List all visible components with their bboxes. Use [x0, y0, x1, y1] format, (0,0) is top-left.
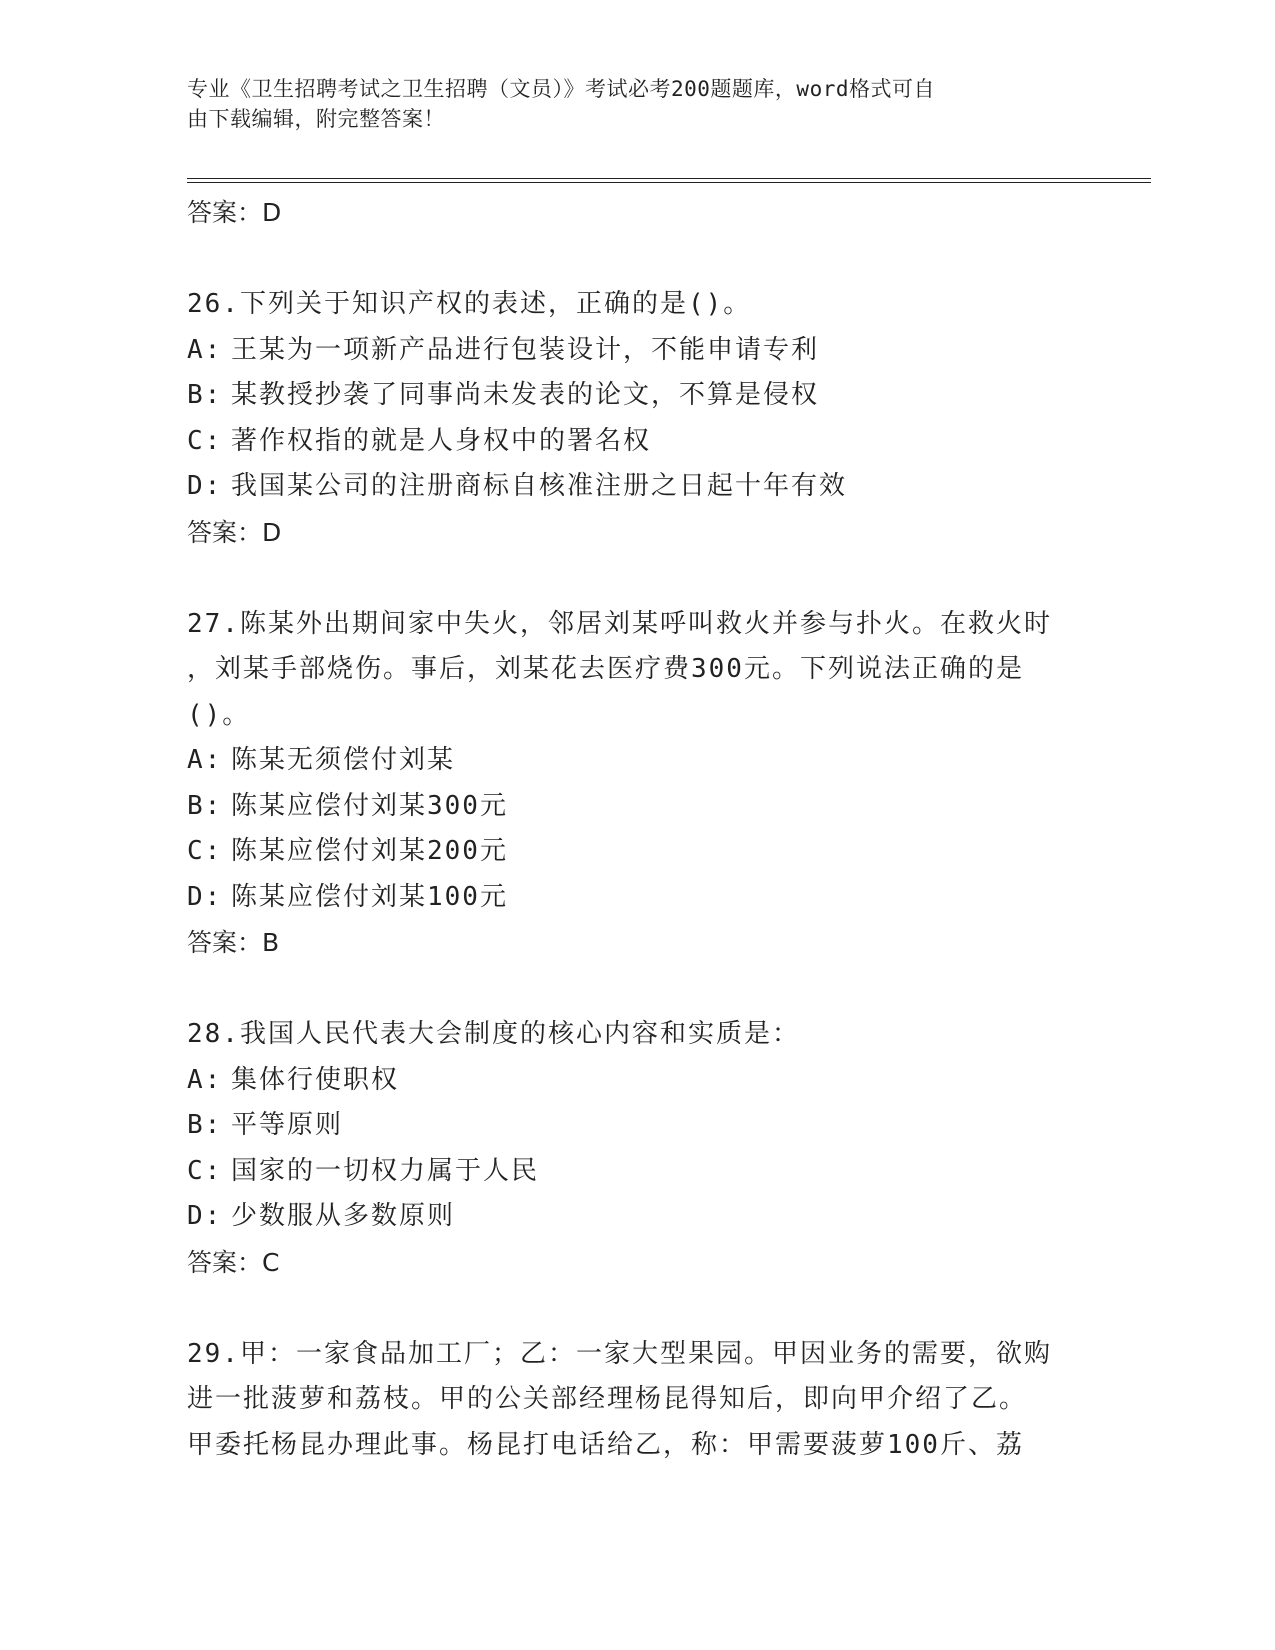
option-text: 集体行使职权	[231, 1064, 400, 1095]
option-letter: A:	[187, 334, 223, 365]
option-row	[187, 829, 1107, 875]
option-row	[187, 373, 1107, 419]
option-letter: D:	[187, 881, 223, 912]
header-line-1: 专业《卫生招聘考试之卫生招聘（文员）》考试必考200题题库，word格式可自	[187, 77, 935, 101]
option-text: 国家的一切权力属于人民	[231, 1155, 540, 1186]
option-letter: A:	[187, 745, 223, 775]
question-block	[187, 1012, 1107, 1286]
header-rule-top	[187, 178, 1151, 179]
option-letter: B:	[187, 1110, 223, 1140]
question-text-line: 甲委托杨昆办理此事。杨昆打电话给乙，称：甲需要菠萝100斤、荔	[187, 1429, 1024, 1460]
option-row	[187, 1058, 1107, 1104]
question-text-line: 26.下列关于知识产权的表述，正确的是()。	[187, 289, 752, 319]
document-body	[187, 190, 1107, 1468]
option-row	[187, 875, 1107, 921]
option-letter: C:	[187, 836, 223, 866]
question-text-line: ，刘某手部烧伤。事后，刘某花去医疗费300元。下列说法正确的是	[187, 654, 1024, 684]
header-rule-bottom	[187, 182, 1151, 183]
option-text: 陈某无须偿付刘某	[231, 745, 456, 775]
option-row	[187, 419, 1107, 465]
answer-line: 答案：D	[187, 198, 282, 227]
question-text-line: ()。	[187, 699, 251, 730]
option-row	[187, 1149, 1107, 1195]
answer-line: 答案：C	[187, 1247, 280, 1277]
option-letter: C:	[187, 1155, 223, 1186]
option-text: 某教授抄袭了同事尚未发表的论文，不算是侵权	[231, 380, 820, 410]
option-letter: A:	[187, 1064, 223, 1095]
option-text: 我国某公司的注册商标自核准注册之日起十年有效	[231, 471, 848, 501]
document-header	[187, 74, 1067, 134]
option-letter: B:	[187, 380, 223, 410]
question-text-line: 进一批菠萝和荔枝。甲的公关部经理杨昆得知后，即向甲介绍了乙。	[187, 1384, 1028, 1414]
option-row	[187, 738, 1107, 784]
question-block	[187, 1332, 1107, 1469]
option-text: 陈某应偿付刘某200元	[231, 836, 508, 866]
question-list	[187, 282, 1107, 1468]
option-letter: D:	[187, 1201, 223, 1231]
option-row	[187, 1194, 1107, 1240]
option-text: 王某为一项新产品进行包装设计，不能申请专利	[231, 334, 820, 365]
question-block	[187, 602, 1107, 967]
option-letter: D:	[187, 471, 223, 501]
option-text: 陈某应偿付刘某100元	[231, 881, 508, 912]
option-text: 平等原则	[231, 1110, 344, 1140]
option-text: 少数服从多数原则	[231, 1201, 456, 1231]
option-row	[187, 784, 1107, 830]
option-row	[187, 1103, 1107, 1149]
option-text: 著作权指的就是人身权中的署名权	[231, 425, 652, 456]
header-line-2: 由下载编辑，附完整答案！	[187, 107, 445, 131]
option-row	[187, 328, 1107, 374]
option-row	[187, 464, 1107, 510]
option-letter: B:	[187, 790, 223, 821]
question-text-line: 27.陈某外出期间家中失火，邻居刘某呼叫救火并参与扑火。在救火时	[187, 608, 1052, 639]
option-text: 陈某应偿付刘某300元	[231, 790, 508, 821]
question-text-line: 28.我国人民代表大会制度的核心内容和实质是：	[187, 1019, 800, 1049]
answer-line: 答案：B	[187, 928, 280, 957]
question-block	[187, 282, 1107, 556]
answer-line: 答案：D	[187, 517, 282, 547]
option-letter: C:	[187, 425, 223, 456]
question-text-line: 29.甲：一家食品加工厂；乙：一家大型果园。甲因业务的需要，欲购	[187, 1338, 1052, 1369]
